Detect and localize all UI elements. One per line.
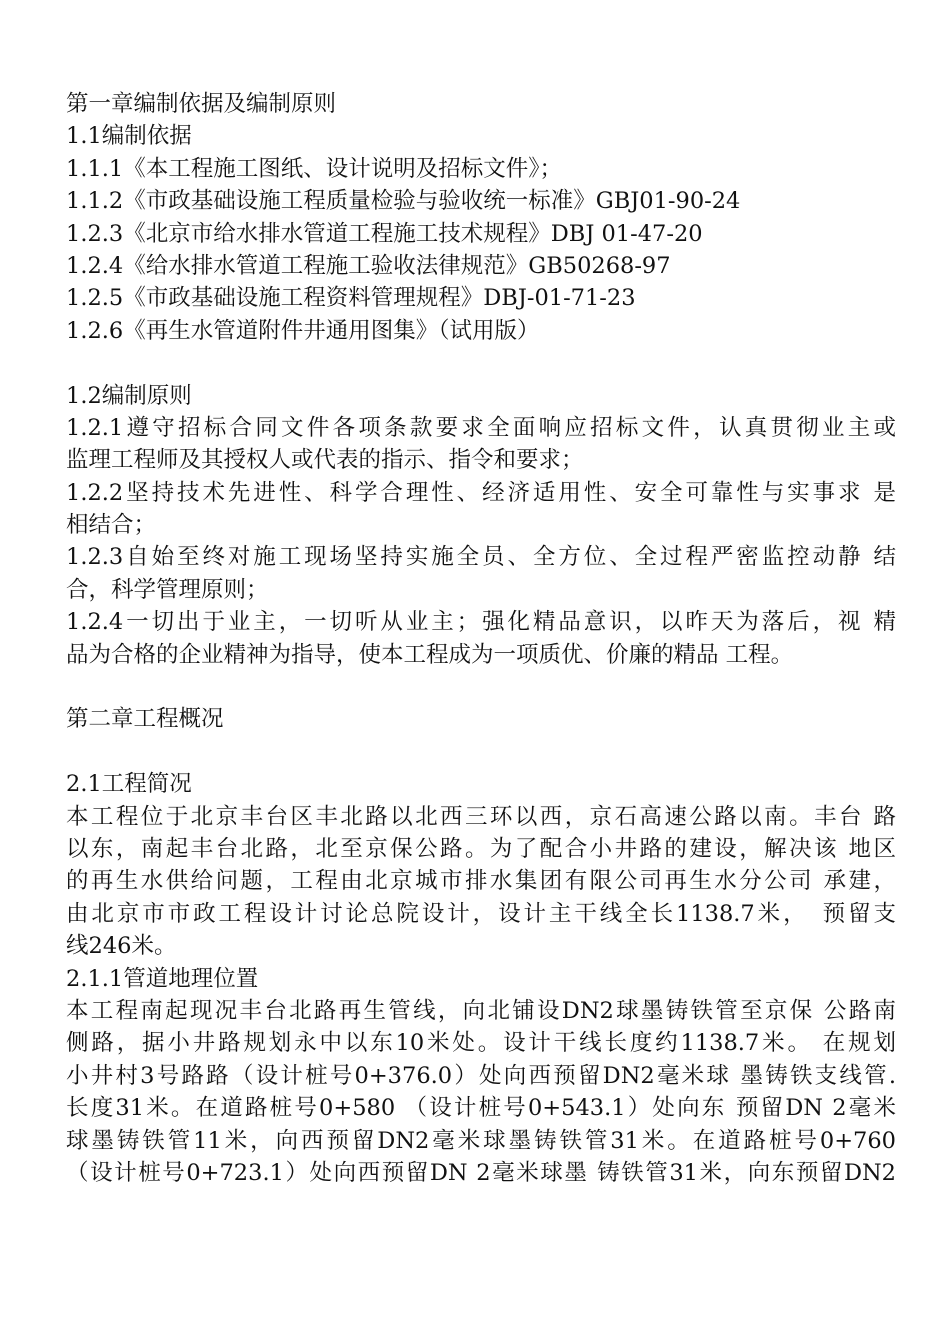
paragraph-line: 本工程位于北京丰台区丰北路以北西三环以西，京石高速公路以南。丰台 路 bbox=[66, 803, 896, 830]
section-1-2-heading: 1.2编制原则 bbox=[66, 382, 192, 409]
paragraph-line: 本工程南起现况丰台北路再生管线，向北铺设DN2球墨铸铁管至京保 公路南 bbox=[66, 997, 896, 1024]
section-2-1-heading: 2.1工程简况 bbox=[66, 771, 192, 798]
paragraph-line: 球墨铸铁管11米，向西预留DN2毫米球墨铸铁管31米。在道路桩号0+760 bbox=[66, 1127, 896, 1154]
section-2-1-1-heading: 2.1.1管道地理位置 bbox=[66, 965, 259, 992]
overview-paragraph bbox=[66, 801, 896, 963]
spacer bbox=[66, 347, 896, 379]
paragraph-line: 线246米。 bbox=[66, 933, 177, 960]
spacer bbox=[66, 671, 896, 703]
document-page bbox=[66, 88, 896, 1189]
paragraph-line: 合，科学管理原则； bbox=[66, 576, 269, 603]
reference-item: 1.2.3《北京市给水排水管道工程施工技术规程》DBJ 01-47-20 bbox=[66, 220, 703, 247]
spacer bbox=[66, 736, 896, 768]
reference-item: 1.1.2《市政基础设施工程质量检验与验收统一标准》GBJ01-90-24 bbox=[66, 188, 741, 215]
paragraph-line: 品为合格的企业精神为指导，使本工程成为一项质优、价廉的精品 工程。 bbox=[66, 641, 794, 668]
paragraph-line: 以东，南起丰台北路，北至京保公路。为了配合小井路的建设，解决该 地区 bbox=[66, 835, 896, 862]
principles-paragraphs bbox=[66, 412, 896, 671]
paragraph-line: 的再生水供给问题，工程由北京城市排水集团有限公司再生水分公司 承建， bbox=[66, 868, 896, 895]
section-1-1-heading: 1.1编制依据 bbox=[66, 123, 192, 150]
paragraph-line: 长度31米。在道路桩号0+580 （设计桩号0+543.1）处向东 预留DN 2毫米 bbox=[66, 1095, 896, 1122]
paragraph-line: 1.2.3自始至终对施工现场坚持实施全员、全方位、全过程严密监控动静 结 bbox=[66, 544, 896, 571]
paragraph-line: 监理工程师及其授权人或代表的指示、指令和要求； bbox=[66, 447, 584, 474]
chapter-2-title: 第二章工程概况 bbox=[66, 706, 224, 733]
paragraph-line: 1.2.4一切出于业主，一切听从业主；强化精品意识，以昨天为落后，视 精 bbox=[66, 609, 896, 636]
paragraph-line: 由北京市市政工程设计讨论总院设计，设计主干线全长1138.7米， 预留支 bbox=[66, 900, 896, 927]
reference-item: 1.2.6《再生水管道附件井通用图集》（试用版） bbox=[66, 317, 540, 344]
location-paragraph bbox=[66, 995, 896, 1189]
paragraph-line: 小井村3号路路（设计桩号0+376.0）处向西预留DN2毫米球 墨铸铁支线管. bbox=[66, 1062, 896, 1089]
paragraph-line: （设计桩号0+723.1）处向西预留DN 2毫米球墨 铸铁管31米，向东预留DN2 bbox=[66, 1159, 896, 1186]
paragraph-line: 侧路，据小井路规划永中以东10米处。设计干线长度约1138.7米。 在规划 bbox=[66, 1030, 896, 1057]
paragraph-line: 1.2.2坚持技术先进性、科学合理性、经济适用性、安全可靠性与实事求 是 bbox=[66, 479, 896, 506]
reference-list bbox=[66, 153, 896, 347]
reference-item: 1.1.1《本工程施工图纸、设计说明及招标文件》； bbox=[66, 155, 563, 182]
reference-item: 1.2.4《给水排水管道工程施工验收法律规范》GB50268-97 bbox=[66, 252, 671, 279]
reference-item: 1.2.5《市政基础设施工程资料管理规程》DBJ-01-71-23 bbox=[66, 285, 636, 312]
paragraph-line: 相结合； bbox=[66, 512, 157, 539]
paragraph-line: 1.2.1遵守招标合同文件各项条款要求全面响应招标文件，认真贯彻业主或 bbox=[66, 414, 896, 441]
chapter-1-title: 第一章编制依据及编制原则 bbox=[66, 91, 337, 117]
